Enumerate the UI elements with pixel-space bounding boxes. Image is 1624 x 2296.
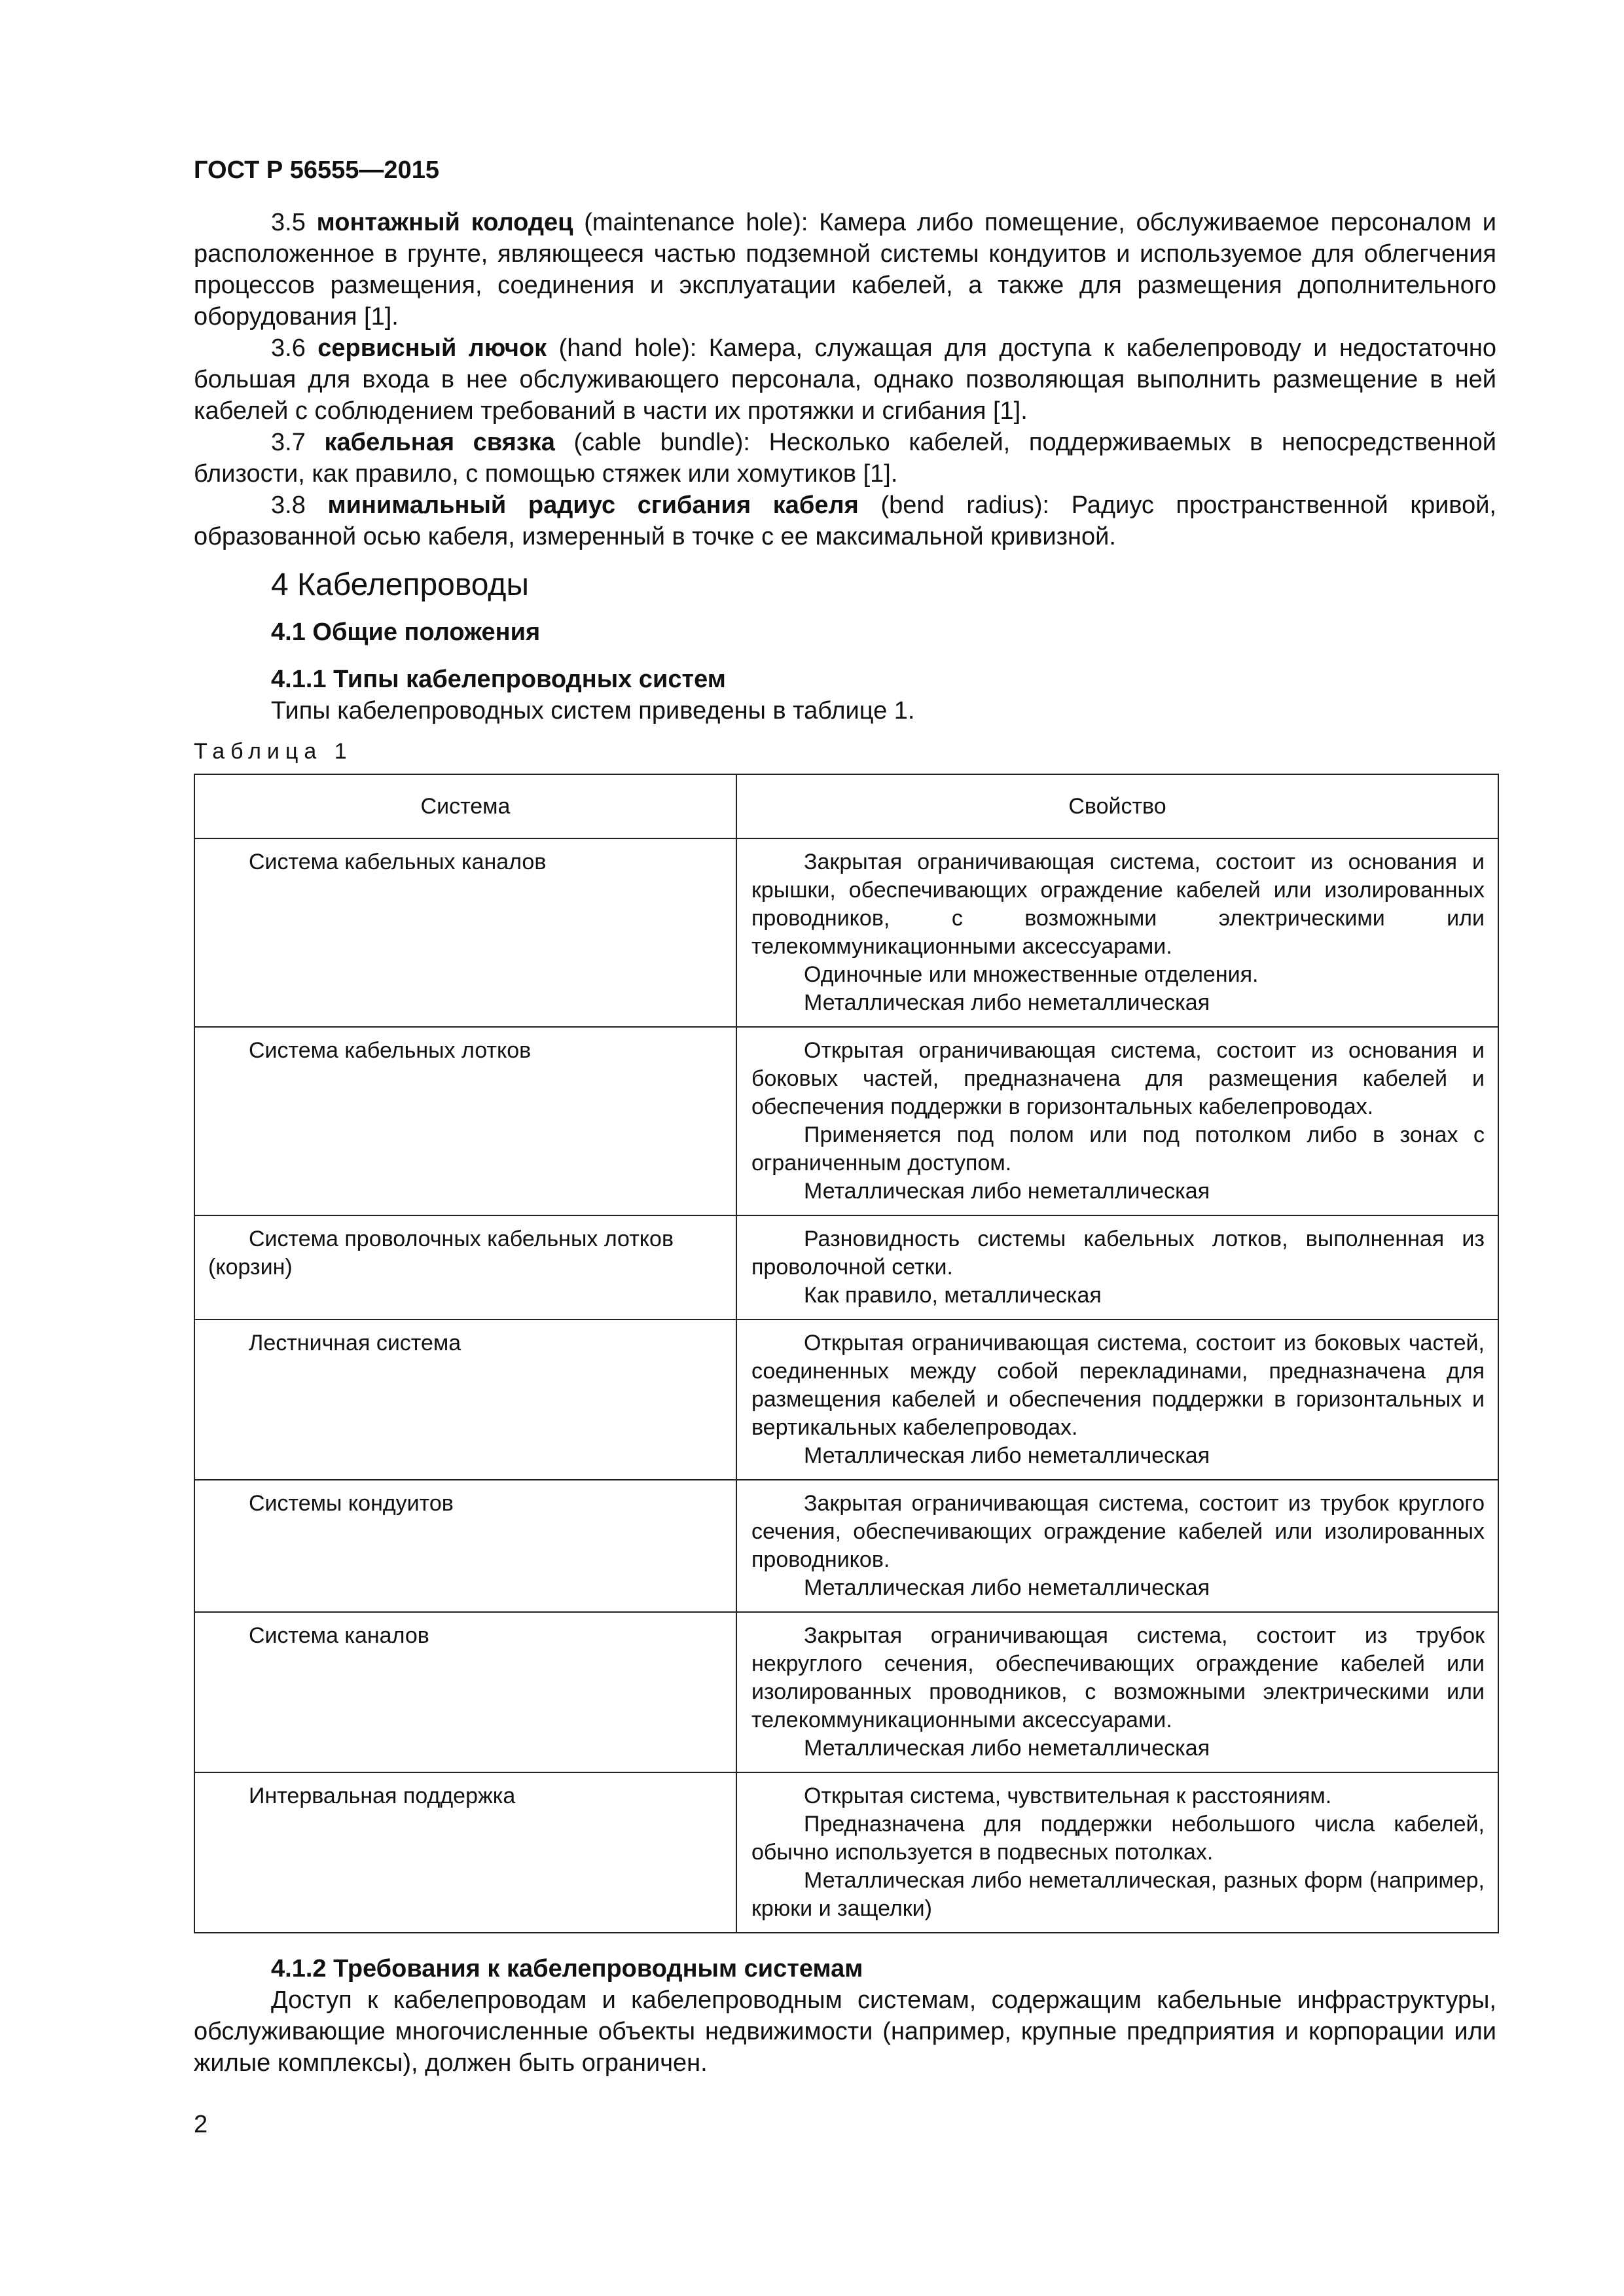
- table-cell-system: Системы кондуитов: [194, 1480, 736, 1612]
- property-line: Закрытая ограничивающая система, состоит из основания и крышки, обеспечивающих ограждение кабелей или изолированных проводников, с возможными электрическими или телекоммуникационными аксессуарами.: [751, 850, 1485, 959]
- definition-number: 3.7: [271, 429, 306, 456]
- definition-3-6: [194, 332, 1496, 427]
- section-4-1-heading: 4.1 Общие положения: [271, 619, 541, 646]
- property-line: Металлическая либо неметаллическая, разных форм (например, крюки и защелки): [751, 1868, 1485, 1921]
- definition-term: кабельная связка: [324, 429, 555, 456]
- property-line: Металлическая либо неметаллическая: [804, 1179, 1210, 1204]
- document-page: [194, 154, 1496, 2079]
- property-line: Металлическая либо неметаллическая: [804, 1575, 1210, 1600]
- table-cell-system: Система каналов: [194, 1612, 736, 1772]
- property-line: Одиночные или множественные отделения.: [804, 962, 1259, 987]
- section-4-heading: 4 Кабелепроводы: [271, 567, 529, 602]
- table-cell-system: Лестничная система: [194, 1319, 736, 1480]
- property-line: Металлическая либо неметаллическая: [804, 1443, 1210, 1468]
- definition-term: минимальный радиус сгибания кабеля: [327, 492, 859, 519]
- property-line: Металлическая либо неметаллическая: [804, 990, 1210, 1015]
- section-4-1-2-text: Доступ к кабелепроводам и кабелепроводным системам, содержащим кабельные инфраструктуры, обслуживающие многочисленные объекты недвижимости (например, крупные предприятия и корпорации или жилые комплексы), должен быть ограничен.: [194, 1986, 1496, 2077]
- definition-number: 3.6: [271, 334, 306, 362]
- table-header-row: [194, 774, 1498, 838]
- definition-text: (bend radius): Радиус пространственной кривой, образованной осью кабеля, измеренный в точке с ее максимальной кривизной.: [194, 492, 1496, 550]
- table-header-system: Система: [194, 774, 736, 838]
- definitions-list: [194, 207, 1496, 552]
- property-line: Закрытая ограничивающая система, состоит из трубок некруглого сечения, обеспечивающих ограждение кабелей или изолированных проводников, с возможными электрическими или телекоммуникационными аксессуарами.: [751, 1623, 1485, 1732]
- table-row: [194, 1612, 1498, 1772]
- table-cell-property: [736, 1027, 1498, 1215]
- definition-number: 3.5: [271, 209, 306, 236]
- table-cell-system: Интервальная поддержка: [194, 1772, 736, 1933]
- table-row: [194, 1772, 1498, 1933]
- table-cell-property: [736, 1772, 1498, 1933]
- definition-3-8: [194, 490, 1496, 552]
- section-4-1-2-heading: 4.1.2 Требования к кабелепроводным системам: [271, 1955, 863, 1982]
- definition-text: (cable bundle): Несколько кабелей, поддерживаемых в непосредственной близости, как правило, с помощью стяжек или хомутиков [1].: [194, 429, 1497, 488]
- table-cell-property: [736, 1319, 1498, 1480]
- table-row: [194, 838, 1498, 1027]
- table-row: [194, 1027, 1498, 1215]
- property-line: Разновидность системы кабельных лотков, выполненная из проволочной сетки.: [751, 1227, 1485, 1280]
- table-cell-system: Система кабельных каналов: [194, 838, 736, 1027]
- property-line: Предназначена для поддержки небольшого числа кабелей, обычно используется в подвесных потолках.: [751, 1812, 1485, 1865]
- definition-3-7: [194, 427, 1496, 490]
- page-number: 2: [194, 2111, 208, 2138]
- definition-text: (hand hole): Камера, служащая для доступа к кабелепроводу и недостаточно большая для входа в нее обслуживающего персонала, однако позволяющая выполнить размещение в ней кабелей с соблюдением требований в части их протяжки и сгибания [1].: [194, 334, 1497, 425]
- section-4-1-1-heading: 4.1.1 Типы кабелепроводных систем: [271, 666, 726, 693]
- table-cell-property: [736, 838, 1498, 1027]
- table-header-property: Свойство: [736, 774, 1498, 838]
- table-label: Таблица 1: [194, 739, 353, 764]
- property-line: Открытая ограничивающая система, состоит из основания и боковых частей, предназначена для размещения кабелей и обеспечения поддержки в горизонтальных кабелепроводах.: [751, 1038, 1485, 1119]
- definition-term: монтажный колодец: [316, 209, 573, 236]
- document-id-header: ГОСТ Р 56555—2015: [194, 156, 439, 184]
- cable-systems-table: [194, 774, 1499, 1933]
- section-4-1-1-intro: Типы кабелепроводных систем приведены в таблице 1.: [271, 697, 915, 725]
- property-line: Применяется под полом или под потолком либо в зонах с ограниченным доступом.: [751, 1122, 1485, 1175]
- definition-text: (maintenance hole): Камера либо помещение, обслуживаемое персоналом и расположенное в грунте, являющееся частью подземной системы кондуитов и используемое для облегчения процессов размещения, соединения и эксплуатации кабелей, а также для размещения дополнительного оборудования [1].: [194, 209, 1497, 331]
- table-cell-property: [736, 1215, 1498, 1319]
- definition-3-5: [194, 207, 1496, 332]
- table-row: [194, 1319, 1498, 1480]
- table-cell-system: Система проволочных кабельных лотков (корзин): [194, 1215, 736, 1319]
- property-line: Как правило, металлическая: [804, 1283, 1102, 1308]
- table-row: [194, 1215, 1498, 1319]
- property-line: Открытая ограничивающая система, состоит из боковых частей, соединенных между собой перекладинами, предназначена для размещения кабелей и обеспечения поддержки в горизонтальных и вертикальных кабелепроводах.: [751, 1331, 1485, 1440]
- definition-number: 3.8: [271, 492, 306, 519]
- table-row: [194, 1480, 1498, 1612]
- table-cell-property: [736, 1612, 1498, 1772]
- definition-term: сервисный лючок: [317, 334, 547, 362]
- table-cell-property: [736, 1480, 1498, 1612]
- table-cell-system: Система кабельных лотков: [194, 1027, 736, 1215]
- property-line: Открытая система, чувствительная к расстояниям.: [804, 1784, 1332, 1808]
- property-line: Металлическая либо неметаллическая: [804, 1736, 1210, 1761]
- property-line: Закрытая ограничивающая система, состоит из трубок круглого сечения, обеспечивающих ограждение кабелей или изолированных проводников.: [751, 1491, 1485, 1572]
